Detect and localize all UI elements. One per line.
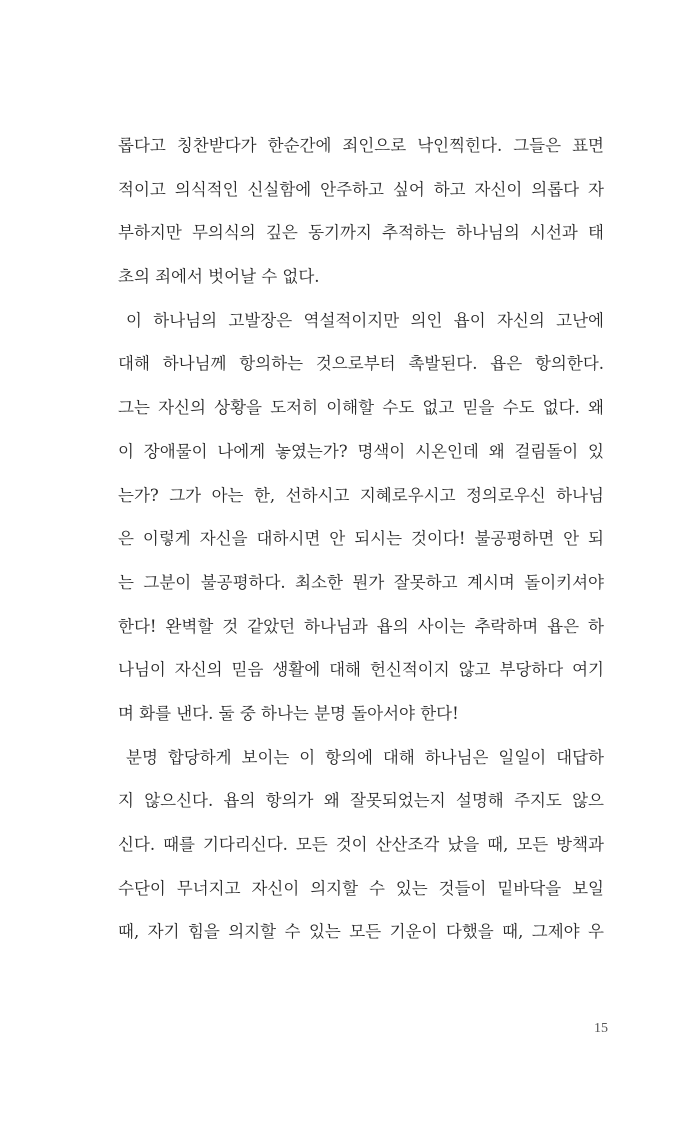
text-line: 때, 자기 힘을 의지할 수 있는 모든 기운이 다했을 때, 그제야 우 — [118, 922, 604, 942]
text-line: 신다. 때를 기다리신다. 모든 것이 산산조각 났을 때, 모든 방책과 — [118, 835, 604, 854]
text-line: 적이고 의식적인 신실함에 안주하고 싶어 하고 자신이 의롭다 자 — [118, 179, 604, 199]
text-line: 그는 자신의 상황을 도저히 이해할 수도 없고 믿을 수도 없다. 왜 — [118, 398, 604, 418]
text-line: 는가? 그가 아는 한, 선하시고 지혜로우시고 정의로우신 하나님 — [118, 485, 604, 505]
paragraph-start-line: 분명 합당하게 보이는 이 항의에 대해 하나님은 일일이 대답하 — [126, 747, 604, 767]
text-line: 며 화를 낸다. 둘 중 하나는 분명 돌아서야 한다! — [118, 703, 459, 723]
text-line: 수단이 무너지고 자신이 의지할 수 있는 것들이 밑바닥을 보일 — [118, 878, 604, 898]
text-line: 대해 하나님께 항의하는 것으로부터 촉발된다. 욥은 항의한다. — [118, 354, 604, 374]
page-number: 15 — [594, 1021, 608, 1036]
paragraph-start-line: 이 하나님의 고발장은 역설적이지만 의인 욥이 자신의 고난에 — [126, 310, 604, 330]
text-line: 부하지만 무의식의 깊은 동기까지 추적하는 하나님의 시선과 태 — [118, 223, 604, 243]
text-line: 초의 죄에서 벗어날 수 없다. — [118, 267, 320, 287]
text-line: 롭다고 칭찬받다가 한순간에 죄인으로 낙인찍힌다. 그들은 표면 — [118, 136, 604, 155]
text-line: 이 장애물이 나에게 놓였는가? 명색이 시온인데 왜 걸림돌이 있 — [118, 441, 604, 461]
body-text — [118, 131, 604, 961]
text-line: 지 않으신다. 욥의 항의가 왜 잘못되었는지 설명해 주지도 않으 — [118, 791, 604, 811]
text-line: 는 그분이 불공평하다. 최소한 뭔가 잘못하고 계시며 돌이키셔야 — [118, 572, 604, 592]
text-line: 나님이 자신의 믿음 생활에 대해 헌신적이지 않고 부당하다 여기 — [118, 660, 604, 680]
text-line: 한다! 완벽할 것 같았던 하나님과 욥의 사이는 추락하며 욥은 하 — [118, 616, 604, 636]
text-line: 은 이렇게 자신을 대하시면 안 되시는 것이다! 불공평하면 안 되 — [118, 529, 604, 549]
